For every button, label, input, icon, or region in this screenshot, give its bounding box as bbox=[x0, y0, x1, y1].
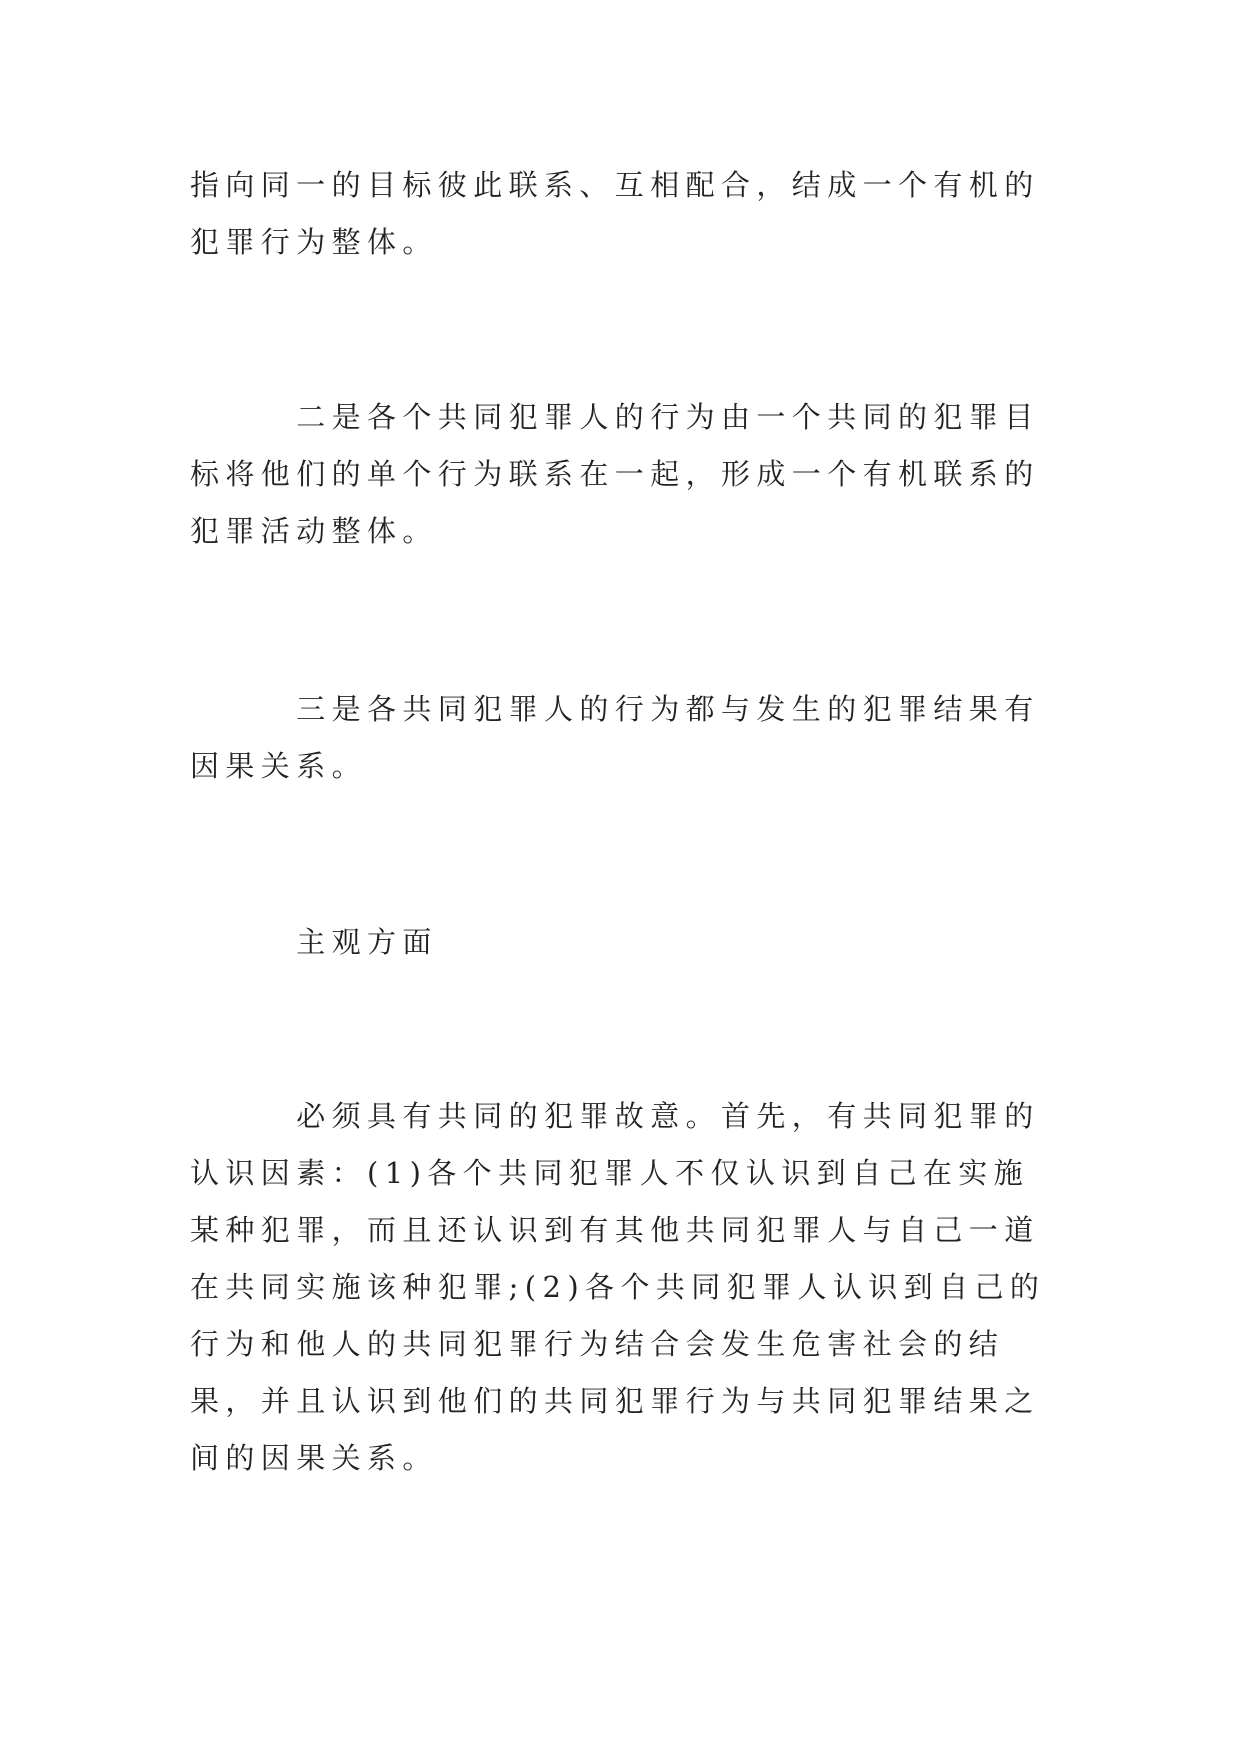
section-heading-subjective: 主观方面 bbox=[190, 925, 438, 959]
paragraph-continuation: 指向同一的目标彼此联系、互相配合，结成一个有机的犯罪行为整体。 bbox=[190, 168, 1040, 259]
paragraph-point-three: 三是各共同犯罪人的行为都与发生的犯罪结果有因果关系。 bbox=[190, 692, 1040, 783]
paragraph-point-two: 二是各个共同犯罪人的行为由一个共同的犯罪目标将他们的单个行为联系在一起，形成一个有机联系的犯罪活动整体。 bbox=[190, 400, 1040, 548]
paragraph-criminal-intent: 必须具有共同的犯罪故意。首先，有共同犯罪的认识因素：(1)各个共同犯罪人不仅认识到自己在实施某种犯罪，而且还认识到有其他共同犯罪人与自己一道在共同实施该种犯罪;(2)各个共同犯罪人认识到自己的行为和他人的共同犯罪行为结合会发生危害社会的结果，并且认识到他们的共同犯罪行为与共同犯罪结果之间的因果关系。 bbox=[190, 1099, 1046, 1475]
